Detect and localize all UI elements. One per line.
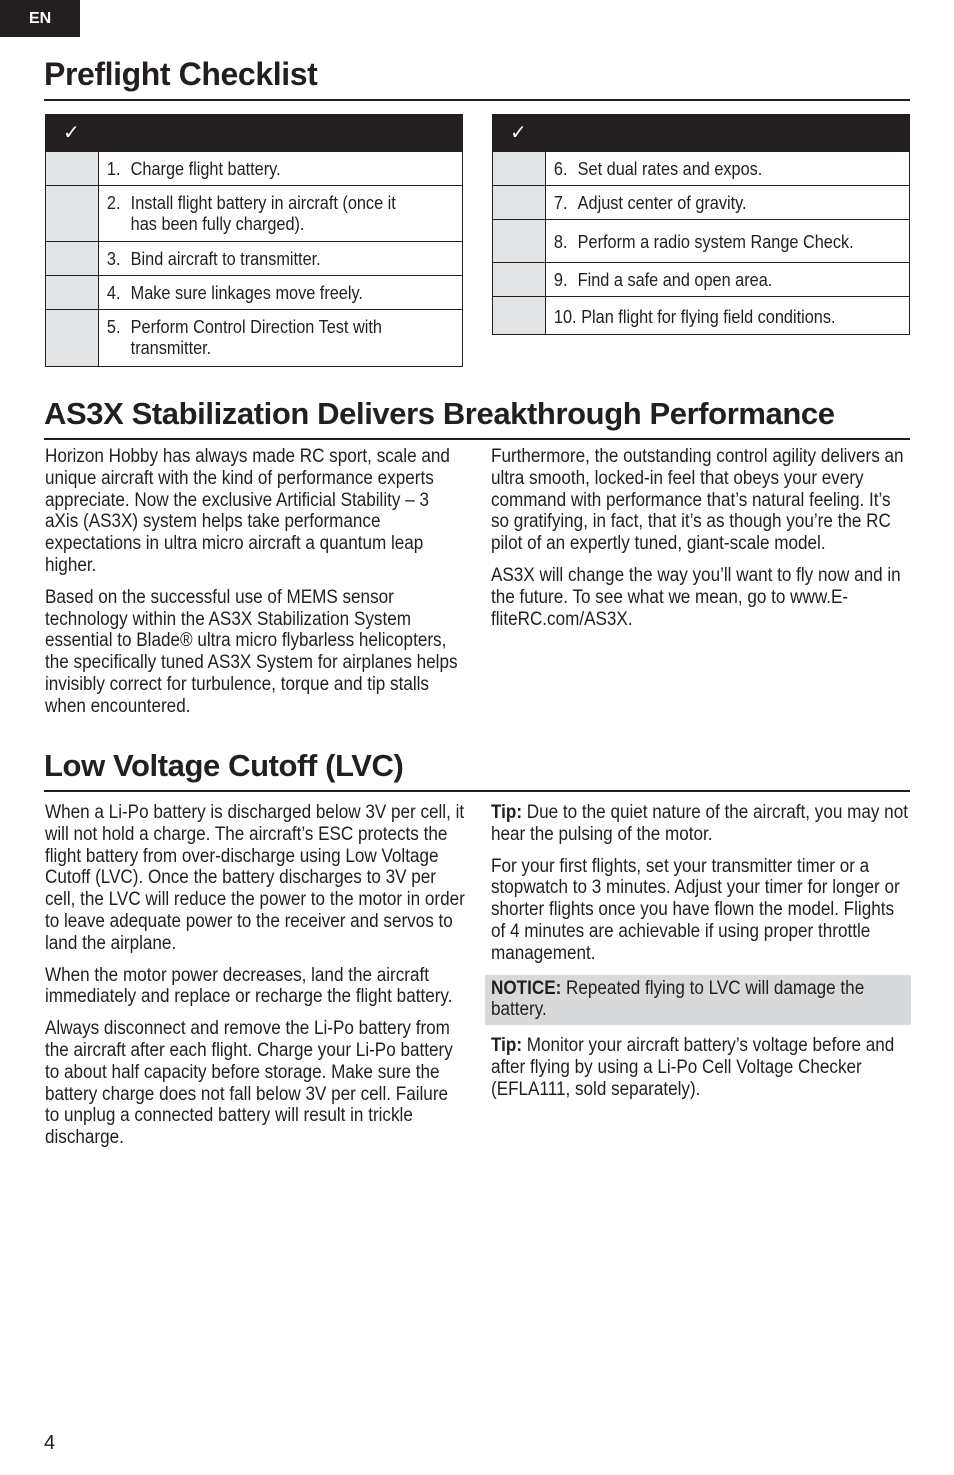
tip-paragraph [491, 1035, 913, 1100]
paragraph: Furthermore, the outstanding control agility delivers an ultra smooth, locked-in feel that obeys your every command with performance that’s natural feeling. It’s so gratifying, in fact, that it’s as though you’re the RC pilot of an expertly tuned, giant-scale model. [491, 446, 904, 555]
item-number: 4. [106, 282, 121, 303]
notice-box [485, 975, 911, 1026]
checklist-left [45, 114, 463, 367]
lvc-rule [44, 790, 910, 792]
item-label: Adjust center of gravity. [577, 192, 747, 213]
as3x-left-column [45, 446, 467, 728]
item-label: Perform Control Direction Test with transmitter. [130, 316, 382, 358]
checklist-row [45, 186, 463, 242]
tip-text: Due to the quiet nature of the aircraft, you may not hear the pulsing of the motor. [491, 802, 908, 845]
tip-text: Monitor your aircraft battery’s voltage before and after flying by using a Li-Po Cell Voltage Checker (EFLA111, sold separately). [491, 1035, 895, 1100]
checklist-header [492, 114, 910, 152]
item-label: Find a safe and open area. [577, 269, 773, 290]
item-label: Set dual rates and expos. [577, 158, 763, 179]
checkmark-icon: ✓ [63, 120, 80, 144]
paragraph: For your first flights, set your transmitter timer or a stopwatch to 3 minutes. Adjust your timer for longer or shorter flights once you have flown the model. Flights of 4 minutes are achievable if using proper throttle management. [491, 855, 900, 964]
paragraph: When a Li-Po battery is discharged below 3V per cell, it will not hold a charge. The aircraft’s ESC protects the flight battery from over-discharge using Low Voltage Cutoff (LVC). Once the battery discharges to 3V per cell, the LVC will reduce the power to the motor in order to leave adequate power to the receiver and servos to land the airplane. [45, 802, 465, 954]
preflight-title: Preflight Checklist [44, 56, 318, 92]
tip-paragraph [491, 802, 913, 846]
checklist-header [45, 114, 463, 152]
item-number: 3. [106, 248, 121, 269]
checklist-row [492, 297, 910, 335]
tip-label: Tip: [491, 802, 523, 823]
lvc-title: Low Voltage Cutoff (LVC) [44, 748, 404, 783]
language-tab: EN [0, 0, 80, 37]
lvc-right-column [491, 802, 913, 1111]
checklist-row [492, 186, 910, 220]
checklist-row [492, 220, 910, 263]
checklist-row [45, 242, 463, 276]
checklist-row [45, 152, 463, 186]
item-number: 9. [553, 269, 568, 290]
checkbox[interactable] [493, 297, 546, 334]
item-label: Plan flight for flying field conditions. [581, 305, 836, 327]
item-number: 6. [553, 158, 568, 179]
item-label: Perform a radio system Range Check. [577, 231, 854, 252]
as3x-title: AS3X Stabilization Delivers Breakthrough Performance [44, 396, 835, 431]
checkmark-icon: ✓ [510, 120, 527, 144]
as3x-right-column [491, 446, 913, 640]
page-number: 4 [44, 1432, 56, 1454]
checkbox[interactable] [46, 310, 99, 366]
paragraph: Always disconnect and remove the Li-Po battery from the aircraft after each flight. Charge your Li-Po battery to about half capacity before storage. Make sure the battery charge does not fall below 3V per cell. Failure to unplug a connected battery will result in trickle discharge. [45, 1018, 453, 1149]
checkbox[interactable] [493, 220, 546, 262]
item-number: 10. [553, 305, 577, 327]
checkbox[interactable] [46, 152, 99, 185]
item-label: Bind aircraft to transmitter. [130, 248, 321, 269]
lvc-left-column [45, 802, 467, 1159]
checklist-row [492, 263, 910, 297]
paragraph: When the motor power decreases, land the aircraft immediately and replace or recharge the flight battery. [45, 964, 453, 1008]
paragraph: AS3X will change the way you’ll want to fly now and in the future. To see what we mean, go to www.E-fliteRC.com/AS3X. [491, 564, 901, 630]
paragraph: Based on the successful use of MEMS sensor technology within the AS3X Stabilization System essential to Blade® ultra micro flybarless helicopters, the specifically tuned AS3X System for airplanes helps invisibly correct for turbulence, torque and tip stalls when encountered. [45, 586, 458, 717]
item-label: Charge flight battery. [130, 158, 281, 179]
checkbox[interactable] [46, 186, 99, 241]
checklist-row [492, 152, 910, 186]
checklist-row [45, 276, 463, 310]
item-number: 2. [106, 192, 121, 213]
paragraph: Horizon Hobby has always made RC sport, scale and unique aircraft with the kind of performance experts appreciate. Now the exclusive Artificial Stability – 3 aXis (AS3X) system helps take performance expectations in ultra micro aircraft a quantum leap higher. [45, 446, 450, 576]
item-label: Make sure linkages move freely. [130, 282, 363, 303]
checklist-row [45, 310, 463, 367]
checklist-right [492, 114, 910, 335]
preflight-rule [44, 99, 910, 101]
as3x-rule [44, 438, 910, 440]
item-number: 8. [553, 231, 568, 252]
checkbox[interactable] [493, 186, 546, 219]
item-number: 5. [106, 316, 121, 337]
notice-label: NOTICE: [491, 977, 562, 999]
item-number: 7. [553, 192, 568, 213]
checkbox[interactable] [46, 242, 99, 275]
notice-text: Repeated flying to LVC will damage the battery. [491, 977, 865, 1021]
checkbox[interactable] [493, 152, 546, 185]
item-number: 1. [106, 158, 121, 179]
checkbox[interactable] [46, 276, 99, 309]
item-label: Install flight battery in aircraft (once it has been fully charged). [130, 192, 396, 234]
checkbox[interactable] [493, 263, 546, 296]
tip-label: Tip: [491, 1035, 523, 1057]
